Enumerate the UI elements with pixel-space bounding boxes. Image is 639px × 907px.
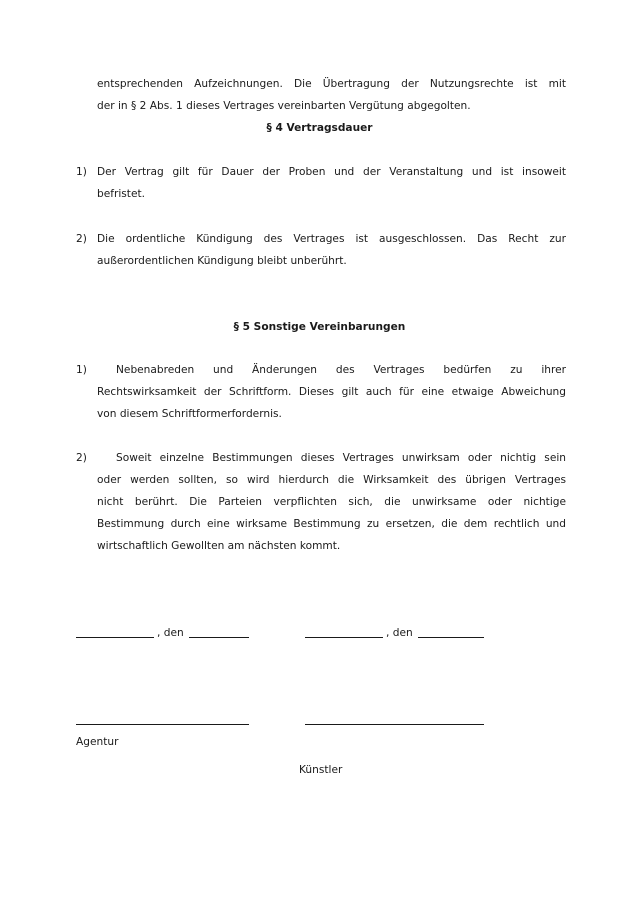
signature-line-kuenstler[interactable] xyxy=(305,724,484,725)
section-5-item-1-line-1: Nebenabreden und Änderungen des Vertrages bedürfen zu ihrer xyxy=(116,364,566,376)
section-4-item-1-number: 1) xyxy=(76,166,87,178)
section-4-heading: § 4 Vertragsdauer xyxy=(266,122,373,134)
kuenstler-label: Künstler xyxy=(299,764,343,776)
section-5-item-2-line-2: oder werden sollten, so wird hierdurch die Wirksamkeit des übrigen Vertrages xyxy=(97,474,566,486)
intro-line-1: entsprechenden Aufzeichnungen. Die Übertragung der Nutzungsrechte ist mit xyxy=(97,78,566,90)
den-label-right: , den xyxy=(386,627,413,639)
place-line-left[interactable] xyxy=(76,637,154,638)
section-5-heading: § 5 Sonstige Vereinbarungen xyxy=(233,321,406,333)
section-4-item-1-line-2: befristet. xyxy=(97,188,145,200)
signature-line-agentur[interactable] xyxy=(76,724,249,725)
agentur-label: Agentur xyxy=(76,736,119,748)
section-5-item-2-number: 2) xyxy=(76,452,87,464)
section-5-item-1-line-2: Rechtswirksamkeit der Schriftform. Dieses gilt auch für eine etwaige Abweichung xyxy=(97,386,566,398)
section-4-item-2-line-1: Die ordentliche Kündigung des Vertrages ist ausgeschlossen. Das Recht zur xyxy=(97,233,566,245)
section-4-item-2-line-2: außerordentlichen Kündigung bleibt unberührt. xyxy=(97,255,347,267)
intro-line-2: der in § 2 Abs. 1 dieses Vertrages vereinbarten Vergütung abgegolten. xyxy=(97,100,471,112)
place-line-right[interactable] xyxy=(305,637,383,638)
section-4-item-1-line-1: Der Vertrag gilt für Dauer der Proben und der Veranstaltung und ist insoweit xyxy=(97,166,566,178)
section-5-item-1-line-3: von diesem Schriftformerfordernis. xyxy=(97,408,282,420)
section-4-item-2-number: 2) xyxy=(76,233,87,245)
den-label-left: , den xyxy=(157,627,184,639)
date-line-right[interactable] xyxy=(418,637,484,638)
section-5-item-2-line-3: nicht berührt. Die Parteien verpflichten sich, die unwirksame oder nichtige xyxy=(97,496,566,508)
date-line-left[interactable] xyxy=(189,637,249,638)
section-5-item-2-line-1: Soweit einzelne Bestimmungen dieses Vertrages unwirksam oder nichtig sein xyxy=(116,452,566,464)
section-5-item-2-line-5: wirtschaftlich Gewollten am nächsten kommt. xyxy=(97,540,341,552)
section-5-item-2-line-4: Bestimmung durch eine wirksame Bestimmung zu ersetzen, die dem rechtlich und xyxy=(97,518,566,530)
section-5-item-1-number: 1) xyxy=(76,364,87,376)
